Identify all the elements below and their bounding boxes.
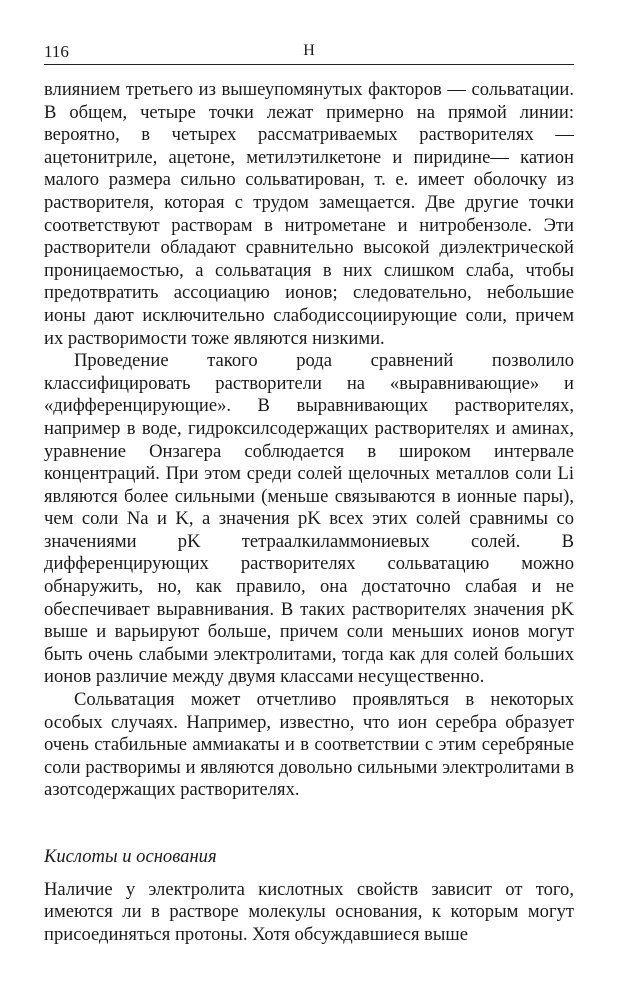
paragraph-solvent-classification: Проведение такого рода сравнений позволило классифицировать растворители на «выравнивающие» и «дифференцирующие». В выравнивающих растворителях, например в воде, гидроксилсодержащих растворителях и аминах, уравнение Онзагера соблюдается в широком интервале концентраций. При этом среди солей щелочных металлов соли Li являются более сильными (меньше связываются в ионные пары), чем соли Na и K, а значения рK всех этих солей сравнимы со значениями рK тетраалкиламмониевых солей. В дифференцирующих растворителях сольватацию можно обнаружить, но, как правило, она достаточно слабая и не обеспечивает выравнивания. В таких растворителях значения рK выше и варьируют больше, причем соли меньших ионов могут быть очень слабыми электролитами, тогда как для солей больших ионов различие между двумя классами несущественно. — [44, 350, 574, 688]
section-heading: Кислоты и основания — [44, 846, 217, 867]
paragraph-continued: влиянием третьего из вышеупомянутых факторов — сольватации. В общем, четыре точки лежат примерно на прямой линии: вероятно, в четырех рассматриваемых растворителях — ацетонитриле, ацетоне, метилэтилкетоне и пиридине— катион малого размера сильно сольватирован, т. е. имеет оболочку из растворителя, которая с трудом замещается. Две другие точки соответствуют растворам в нитрометане и нитробензоле. Эти растворители обладают сравнительно высокой диэлектрической проницаемостью, а сольватация в них слишком слаба, чтобы предотвратить ассоциацию ионов; следовательно, небольшие ионы дают исключительно слабодиссоциирующие соли, причем их растворимости тоже являются низкими. — [44, 79, 574, 349]
book-page — [44, 34, 574, 974]
body-text — [44, 79, 574, 946]
page-header — [44, 34, 574, 65]
section-paragraph: Наличие у электролита кислотных свойств зависит от того, имеются ли в растворе молекулы основания, к которым могут присоединяться протоны. Хотя обсуждавшиеся выше — [44, 878, 574, 945]
page-number: 116 — [44, 42, 69, 61]
running-head: Н — [303, 42, 315, 59]
paragraph-solvation-cases: Сольватация может отчетливо проявляться в некоторых особых случаях. Например, известно, что ион серебра образует очень стабильные аммиакаты и в соответствии с этим серебряные соли растворимы и являются довольно сильными электролитами в азотсодержащих растворителях. — [44, 689, 574, 801]
